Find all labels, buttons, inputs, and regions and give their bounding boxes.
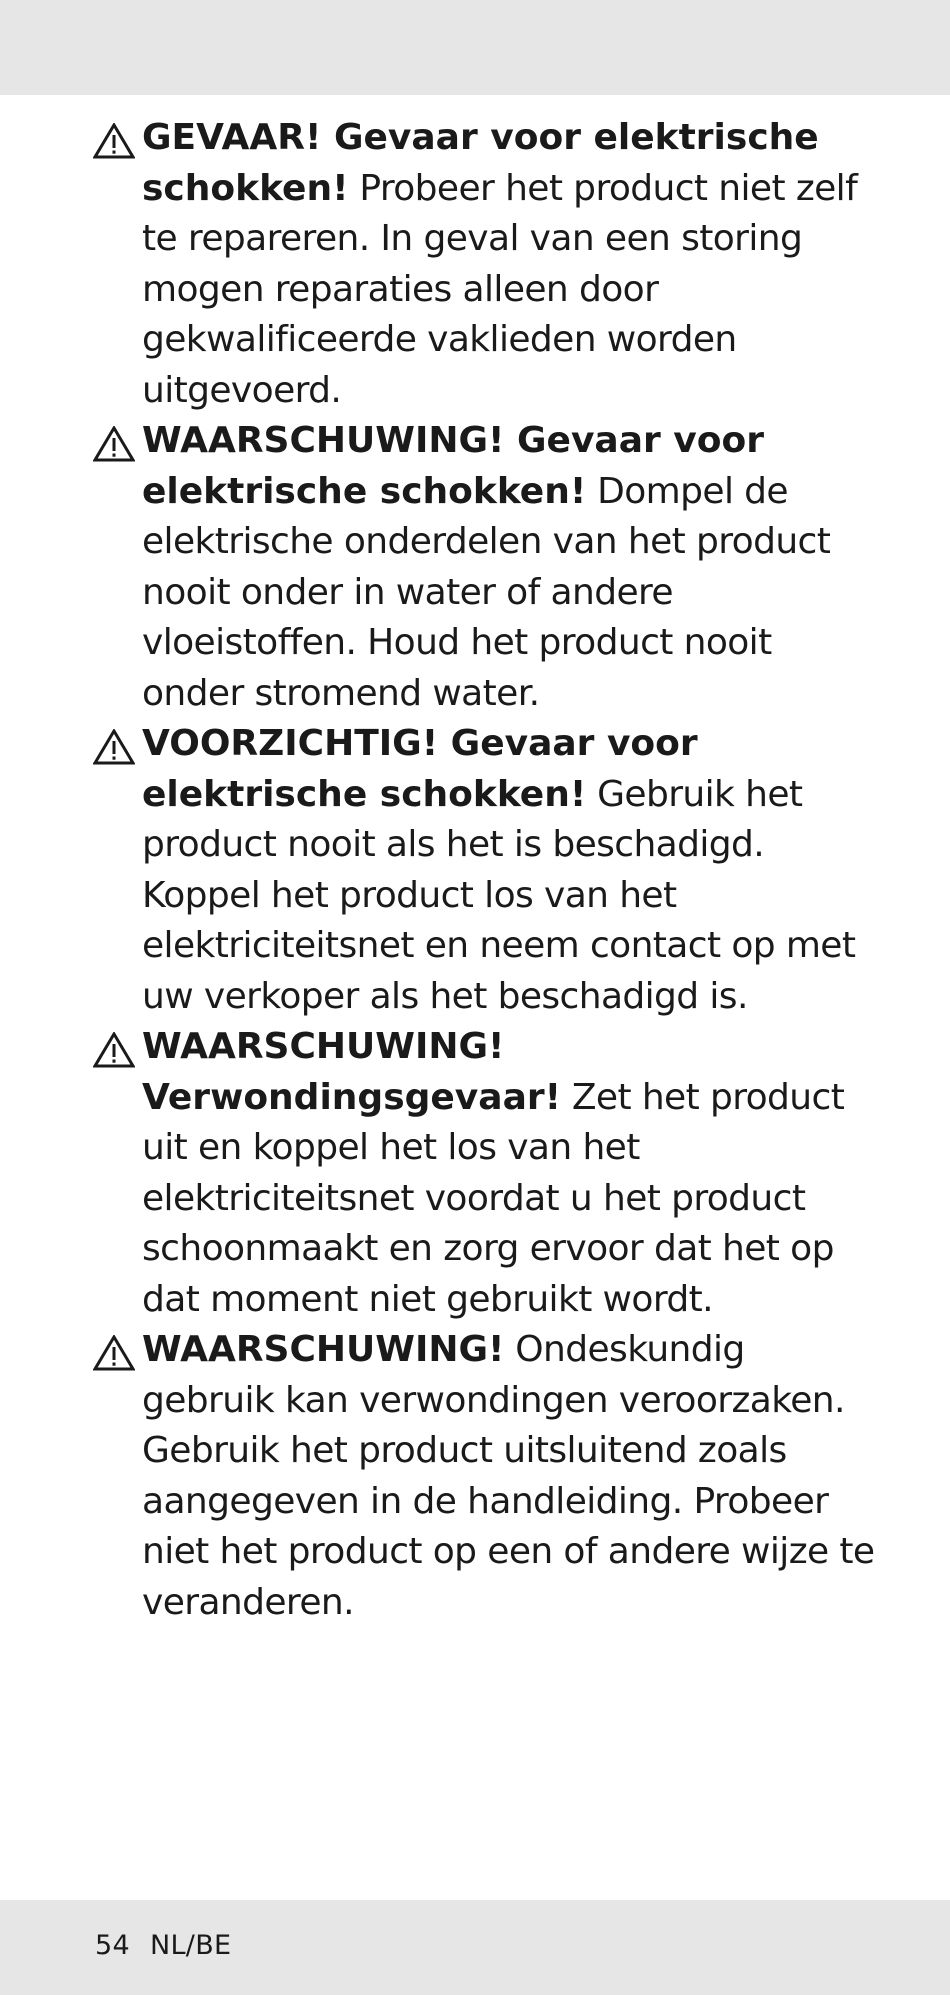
warning-title: VOORZICHTIG! Gevaar voor elektrische schokken!: [142, 723, 698, 815]
page-footer: [95, 1930, 231, 1961]
warning-item: [93, 719, 883, 1022]
warning-triangle-icon: [93, 1335, 135, 1371]
warning-item: [93, 1325, 883, 1628]
warning-title: WAARSCHUWING!: [142, 1329, 505, 1370]
page-number: 54: [95, 1930, 130, 1961]
warning-item: [93, 416, 883, 719]
safety-warnings: [93, 113, 883, 1628]
warning-title: GEVAAR! Gevaar voor elektrische schokken!: [142, 117, 819, 209]
warning-title: WAARSCHUWING! Gevaar voor elektrische schokken!: [142, 420, 764, 512]
language-code: NL/BE: [149, 1930, 232, 1961]
top-band: [0, 0, 950, 95]
warning-triangle-icon: [93, 729, 135, 765]
warning-text: Ondeskundig gebruik kan verwondingen veroorzaken. Gebruik het product uitsluitend zoals aangegeven in de handleiding. Probeer niet het product op een of andere wijze te veranderen.: [142, 1329, 875, 1623]
warning-triangle-icon: [93, 1032, 135, 1068]
warning-item: [93, 113, 883, 416]
warning-triangle-icon: [93, 123, 135, 159]
warning-title: WAARSCHUWING! Verwondingsgevaar!: [142, 1026, 562, 1118]
warning-item: [93, 1022, 883, 1325]
warning-text: Dompel de elektrische onderdelen van het product nooit onder in water of andere vloeistoffen. Houd het product nooit onder stromend water.: [142, 470, 831, 714]
warning-text: Probeer het product niet zelf te repareren. In geval van een storing mogen reparaties alleen door gekwalificeerde vaklieden worden uitgevoerd.: [142, 167, 858, 411]
warning-triangle-icon: [93, 426, 135, 462]
warning-text: Zet het product uit en koppel het los van het elektriciteitsnet voordat u het product schoonmaakt en zorg ervoor dat het op dat moment niet gebruikt wordt.: [142, 1076, 845, 1320]
warning-text: Gebruik het product nooit als het is beschadigd. Koppel het product los van het elektriciteitsnet en neem contact op met uw verkoper als het beschadigd is.: [142, 773, 856, 1017]
